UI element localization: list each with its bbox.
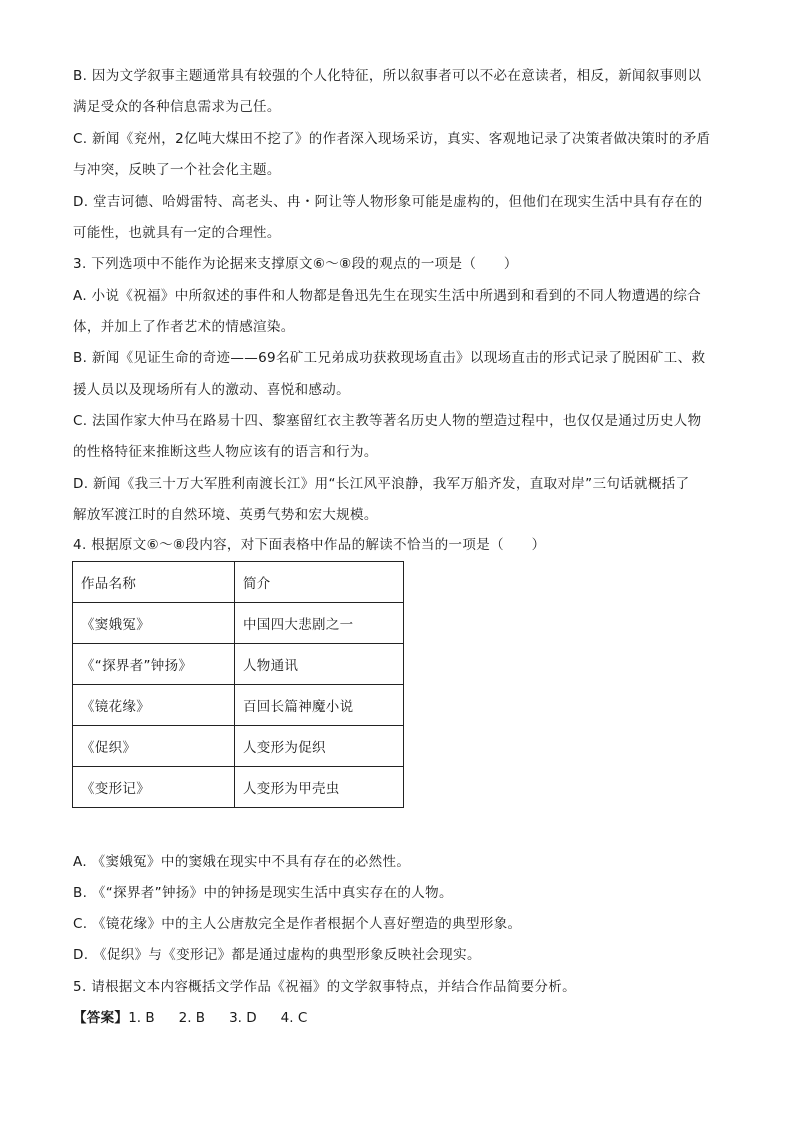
- option-d-line-2: 可能性，也就具有一定的合理性。: [73, 225, 281, 241]
- table-cell-title: 《镜花缘》: [73, 685, 235, 726]
- table-header-row: [73, 562, 404, 603]
- answer-item: 4. C: [280, 1010, 308, 1026]
- answer-item: 2. B: [178, 1010, 206, 1026]
- q3-option-c-line-1: C. 法国作家大仲马在路易十四、黎塞留红衣主教等著名历史人物的塑造过程中，也仅仅是通过历史人物: [73, 413, 702, 429]
- q4-option-a: A. 《窦娥冤》中的窦娥在现实中不具有存在的必然性。: [73, 854, 411, 870]
- option-c-line-1: C. 新闻《兖州，2亿吨大煤田不挖了》的作者深入现场采访，真实、客观地记录了决策者做决策时的矛盾: [73, 131, 711, 147]
- table-cell-summary: 人物通讯: [235, 644, 404, 685]
- table-header-cell: 作品名称: [73, 562, 235, 603]
- table-cell-title: 《窦娥冤》: [73, 603, 235, 644]
- table-cell-title: 《变形记》: [73, 767, 235, 808]
- q3-option-a-line-1: A. 小说《祝福》中所叙述的事件和人物都是鲁迅先生在现实生活中所遇到和看到的不同人物遭遇的综合: [73, 288, 702, 304]
- table-cell-summary: 人变形为促织: [235, 726, 404, 767]
- table-row: [73, 644, 404, 685]
- question-3-stem: 3. 下列选项中不能作为论据来支撑原文⑥～⑧段的观点的一项是（ ）: [73, 256, 518, 272]
- q3-option-c-line-2: 的性格特征来推断这些人物应该有的语言和行为。: [73, 444, 378, 460]
- table-cell-title: 《“探界者”钟扬》: [73, 644, 235, 685]
- answer-key: [73, 1008, 331, 1028]
- q3-option-d-line-2: 解放军渡江时的自然环境、英勇气势和宏大规模。: [73, 507, 378, 523]
- table-header-cell: 简介: [235, 562, 404, 603]
- table-cell-summary: 人变形为甲壳虫: [235, 767, 404, 808]
- table-row: [73, 685, 404, 726]
- q3-option-b-line-1: B. 新闻《见证生命的奇迹——69名矿工兄弟成功获救现场直击》以现场直击的形式记录了脱困矿工、救: [73, 350, 706, 366]
- answer-tag: 【答案】: [73, 1010, 129, 1026]
- table-cell-summary: 中国四大悲剧之一: [235, 603, 404, 644]
- option-d-line-1: D. 堂吉诃德、哈姆雷特、高老头、冉・阿让等人物形象可能是虚构的，但他们在现实生活中具有存在的: [73, 194, 703, 210]
- question-5-stem: 5. 请根据文本内容概括文学作品《祝福》的文学叙事特点，并结合作品简要分析。: [73, 979, 576, 995]
- option-b-line-1: B. 因为文学叙事主题通常具有较强的个人化特征，所以叙事者可以不必在意读者，相反，新闻叙事则以: [73, 68, 702, 84]
- answer-item: 1. B: [128, 1010, 155, 1026]
- works-table: [72, 561, 404, 808]
- option-b-line-2: 满足受众的各种信息需求为己任。: [73, 99, 281, 115]
- q3-option-d-line-1: D. 新闻《我三十万大军胜利南渡长江》用“长江风平浪静，我军万船齐发，直取对岸”三句话就概括了: [73, 476, 690, 492]
- table-cell-summary: 百回长篇神魔小说: [235, 685, 404, 726]
- table-row: [73, 603, 404, 644]
- question-4-stem: 4. 根据原文⑥～⑧段内容，对下面表格中作品的解读不恰当的一项是（ ）: [73, 537, 546, 553]
- table-row: [73, 726, 404, 767]
- q4-option-b: B. 《“探界者”钟扬》中的钟扬是现实生活中真实存在的人物。: [73, 885, 453, 901]
- table-row: [73, 767, 404, 808]
- q3-option-a-line-2: 体，并加上了作者艺术的情感渲染。: [73, 319, 295, 335]
- q4-option-d: D. 《促织》与《变形记》都是通过虚构的典型形象反映社会现实。: [73, 947, 481, 963]
- q3-option-b-line-2: 援人员以及现场所有人的激动、喜悦和感动。: [73, 382, 350, 398]
- answer-item: 3. D: [229, 1010, 257, 1026]
- table-cell-title: 《促织》: [73, 726, 235, 767]
- q4-option-c: C. 《镜花缘》中的主人公唐敖完全是作者根据个人喜好塑造的典型形象。: [73, 916, 522, 932]
- option-c-line-2: 与冲突，反映了一个社会化主题。: [73, 162, 281, 178]
